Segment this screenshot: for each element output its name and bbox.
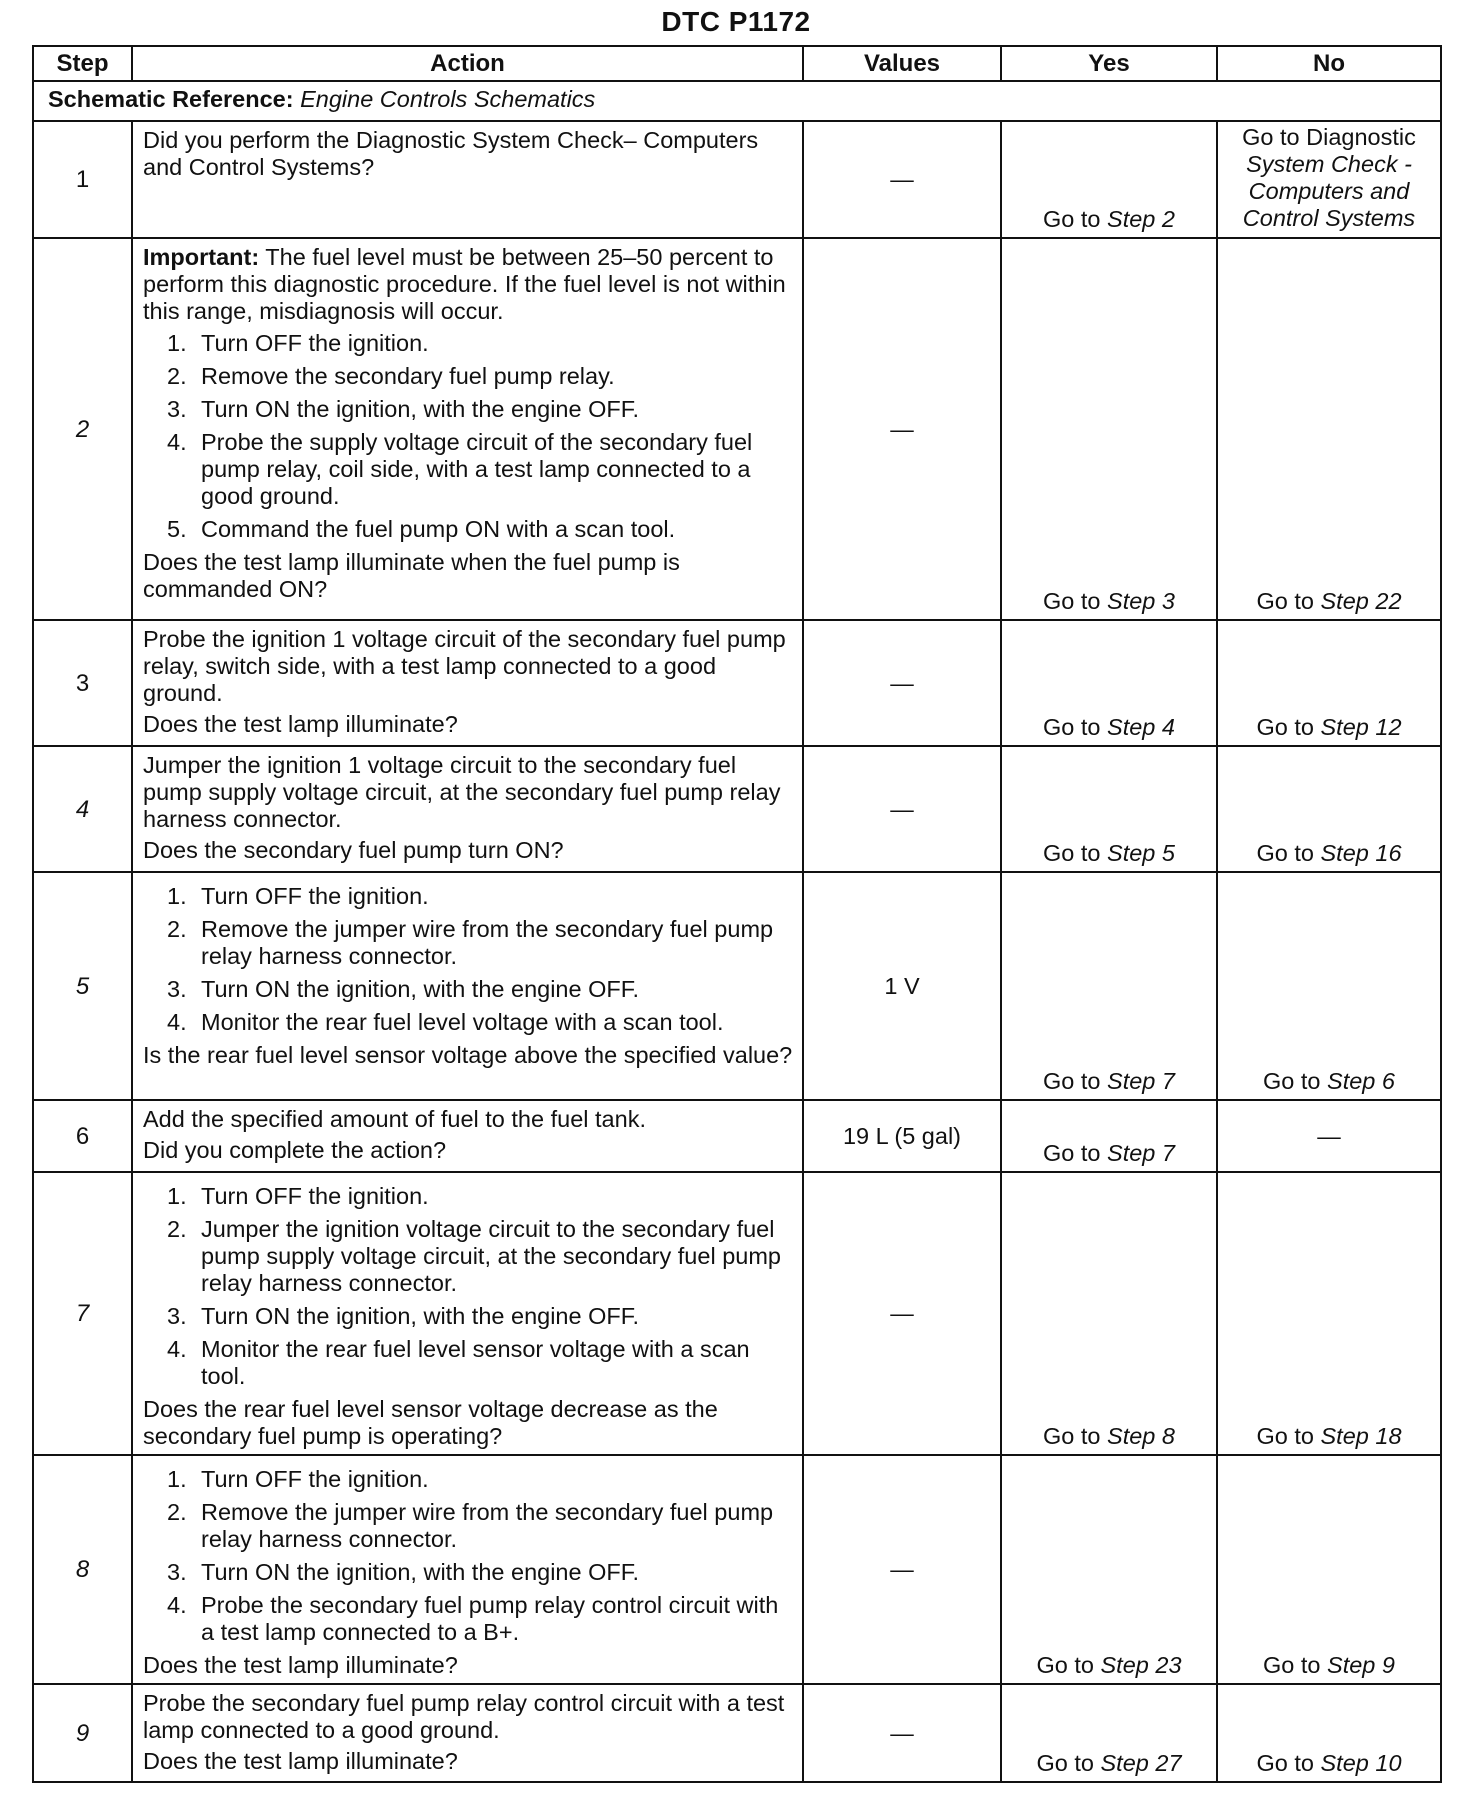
goto-link: Go to Step 27 (1036, 1750, 1182, 1776)
values-cell: — (803, 1684, 1001, 1782)
action-cell (132, 1455, 803, 1684)
goto-link: Go to Step 3 (1043, 588, 1175, 614)
list-item: 3. Turn ON the ignition, with the engine OFF. (167, 396, 640, 422)
list-item: 1. Turn OFF the ignition. (167, 1466, 429, 1492)
step-number: 7 (33, 1172, 132, 1455)
step-number: 5 (33, 872, 132, 1100)
action-cell (132, 1684, 803, 1782)
values-cell: 19 L (5 gal) (803, 1100, 1001, 1172)
step-number: 9 (33, 1684, 132, 1782)
action-text: Add the specified amount of fuel to the fuel tank. (143, 1106, 646, 1132)
procedure-list (143, 883, 794, 1036)
important-note: Important: The fuel level must be between 25–50 percent to perform this diagnostic procedure. If the fuel level is not within this range, misdiagnosis will occur. (143, 244, 786, 324)
question-text: Does the test lamp illuminate when the fuel pump is commanded ON? (143, 549, 680, 602)
schematic-reference-value: Engine Controls Schematics (300, 86, 596, 112)
header-values: Values (803, 46, 1001, 81)
values-cell: — (803, 238, 1001, 620)
procedure-list (143, 330, 794, 543)
step-number: 8 (33, 1455, 132, 1684)
yes-cell (1001, 620, 1217, 746)
values-cell: — (803, 1172, 1001, 1455)
yes-cell (1001, 1684, 1217, 1782)
yes-cell (1001, 1172, 1217, 1455)
action-cell (132, 121, 803, 238)
table-row (33, 872, 1441, 1100)
action-cell (132, 1172, 803, 1455)
table-row (33, 1172, 1441, 1455)
table-row (33, 620, 1441, 746)
list-item: 2. Remove the jumper wire from the secondary fuel pump relay harness connector. (167, 916, 774, 969)
no-line: System Check - (1246, 151, 1412, 177)
goto-link: Go to Step 2 (1043, 206, 1175, 232)
list-item: 2. Jumper the ignition voltage circuit to the secondary fuel pump supply voltage circuit, at the secondary fuel pump relay harness connector. (167, 1216, 781, 1296)
action-cell (132, 872, 803, 1100)
yes-cell (1001, 1100, 1217, 1172)
no-cell (1217, 1684, 1441, 1782)
header-action: Action (132, 46, 803, 81)
no-cell (1217, 121, 1441, 238)
list-item: 5. Command the fuel pump ON with a scan tool. (167, 516, 676, 542)
list-item: 1. Turn OFF the ignition. (167, 1183, 429, 1209)
no-line: Computers and (1248, 178, 1410, 204)
goto-link: Go to Step 7 (1043, 1068, 1175, 1094)
question-text: Does the test lamp illuminate? (143, 1652, 458, 1678)
goto-link: Go to Step 16 (1256, 840, 1402, 866)
yes-cell (1001, 872, 1217, 1100)
action-cell (132, 238, 803, 620)
no-cell (1217, 872, 1441, 1100)
action-text: Probe the ignition 1 voltage circuit of the secondary fuel pump relay, switch side, with a test lamp connected to a good ground. (143, 626, 786, 706)
diagnostic-table (32, 45, 1442, 1783)
no-cell (1217, 620, 1441, 746)
no-cell (1217, 1455, 1441, 1684)
yes-cell (1001, 238, 1217, 620)
list-item: 1. Turn OFF the ignition. (167, 330, 429, 356)
list-item: 3. Turn ON the ignition, with the engine OFF. (167, 976, 640, 1002)
no-cell (1217, 1172, 1441, 1455)
step-number: 1 (33, 121, 132, 238)
yes-cell (1001, 1455, 1217, 1684)
table-row (33, 746, 1441, 872)
list-item: 2. Remove the secondary fuel pump relay. (167, 363, 615, 389)
question-text: Does the secondary fuel pump turn ON? (143, 837, 564, 863)
goto-link: Go to Step 22 (1256, 588, 1402, 614)
list-item: 3. Turn ON the ignition, with the engine OFF. (167, 1303, 640, 1329)
list-item: 3. Turn ON the ignition, with the engine OFF. (167, 1559, 640, 1585)
yes-cell (1001, 121, 1217, 238)
goto-link: Go to Step 12 (1256, 714, 1402, 740)
question-text: Does the test lamp illuminate? (143, 711, 458, 737)
action-cell (132, 620, 803, 746)
goto-link: Go to Step 10 (1256, 1750, 1402, 1776)
values-cell: — (803, 1455, 1001, 1684)
goto-link: Go to Step 4 (1043, 714, 1175, 740)
question-text: Is the rear fuel level sensor voltage above the specified value? (143, 1042, 793, 1068)
goto-link: Go to Step 5 (1043, 840, 1175, 866)
schematic-reference-row (33, 81, 1441, 121)
action-text: Jumper the ignition 1 voltage circuit to the secondary fuel pump supply voltage circuit, at the secondary fuel pump relay harness connector. (143, 752, 781, 832)
no-cell (1217, 746, 1441, 872)
goto-link: Go to Step 9 (1263, 1652, 1395, 1678)
table-row (33, 1100, 1441, 1172)
step-number: 2 (33, 238, 132, 620)
no-line: Control Systems (1242, 205, 1416, 231)
table-row (33, 1684, 1441, 1782)
header-yes: Yes (1001, 46, 1217, 81)
header-no: No (1217, 46, 1441, 81)
list-item: 4. Monitor the rear fuel level sensor voltage with a scan tool. (167, 1336, 750, 1389)
values-cell: — (803, 620, 1001, 746)
goto-link: Go to Step 7 (1043, 1140, 1175, 1166)
procedure-list (143, 1466, 794, 1646)
step-number: 3 (33, 620, 132, 746)
header-row (33, 46, 1441, 81)
goto-link: Go to Step 23 (1036, 1652, 1182, 1678)
goto-link: Go to Step 8 (1043, 1423, 1175, 1449)
yes-cell (1001, 746, 1217, 872)
document-title: DTC P1172 (661, 6, 811, 37)
list-item: 2. Remove the jumper wire from the secondary fuel pump relay harness connector. (167, 1499, 774, 1552)
list-item: 4. Monitor the rear fuel level voltage with a scan tool. (167, 1009, 724, 1035)
step-number: 6 (33, 1100, 132, 1172)
list-item: 1. Turn OFF the ignition. (167, 883, 429, 909)
goto-link: Go to Step 6 (1263, 1068, 1395, 1094)
step-number: 4 (33, 746, 132, 872)
action-cell (132, 1100, 803, 1172)
list-item: 4. Probe the supply voltage circuit of the secondary fuel pump relay, coil side, with a test lamp connected to a good ground. (167, 429, 753, 509)
goto-link: Go to Step 18 (1256, 1423, 1402, 1449)
schematic-reference-label: Schematic Reference: (48, 86, 294, 112)
action-text: Did you perform the Diagnostic System Check– Computers and Control Systems? (143, 127, 759, 180)
table-row (33, 121, 1441, 238)
action-cell (132, 746, 803, 872)
question-text: Does the rear fuel level sensor voltage decrease as the secondary fuel pump is operating? (143, 1396, 718, 1449)
table-row (33, 1455, 1441, 1684)
values-cell: — (803, 121, 1001, 238)
values-cell: — (803, 746, 1001, 872)
values-cell: 1 V (803, 872, 1001, 1100)
question-text: Did you complete the action? (143, 1137, 447, 1163)
no-cell: — (1217, 1100, 1441, 1172)
table-row (33, 238, 1441, 620)
schematic-reference (33, 81, 1441, 121)
no-cell (1217, 238, 1441, 620)
header-step: Step (33, 46, 132, 81)
question-text: Does the test lamp illuminate? (143, 1748, 458, 1774)
list-item: 4. Probe the secondary fuel pump relay control circuit with a test lamp connected to a B+. (167, 1592, 779, 1645)
no-line: Go to Diagnostic (1242, 124, 1416, 150)
action-text: Probe the secondary fuel pump relay control circuit with a test lamp connected to a good ground. (143, 1690, 785, 1743)
procedure-list (143, 1183, 794, 1390)
